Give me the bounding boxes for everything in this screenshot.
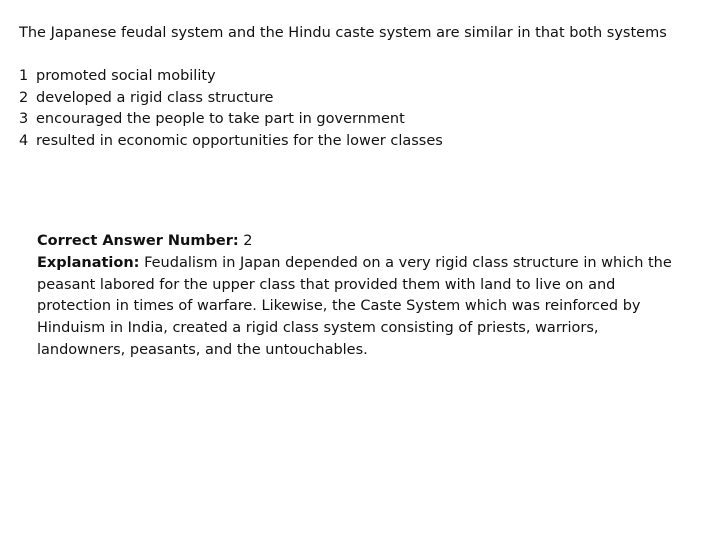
answer-options-list (19, 66, 443, 152)
option-number: 2 (19, 89, 29, 106)
option-1 (19, 66, 443, 88)
explanation-paragraph (37, 253, 677, 362)
option-number: 4 (19, 132, 29, 149)
option-text: developed a rigid class structure (36, 89, 274, 106)
option-2 (19, 88, 443, 110)
correct-answer-line (37, 231, 677, 253)
option-number: 1 (19, 68, 29, 84)
option-number: 3 (19, 111, 29, 127)
answer-explanation-block (37, 231, 677, 362)
option-text: resulted in economic opportunities for the lower classes (36, 132, 443, 149)
option-3 (19, 109, 443, 131)
correct-answer-label: Correct Answer Number: (37, 233, 239, 249)
option-4 (19, 131, 443, 153)
explanation-label: Explanation: (37, 254, 140, 271)
option-text: promoted social mobility (36, 68, 216, 84)
option-text: encouraged the people to take part in government (36, 111, 405, 127)
question-text: The Japanese feudal system and the Hindu caste system are similar in that both systems (19, 25, 667, 41)
correct-answer-value: 2 (243, 233, 253, 249)
explanation-text: Feudalism in Japan depended on a very rigid class structure in which the peasant labored for the upper class that provided them with land to live on and protection in times of warfare. Likewise, the Caste System which was reinforced by Hinduism in India, created a rigid class system consisting of priests, warriors, landowners, peasants, and the untouchables. (37, 254, 672, 358)
